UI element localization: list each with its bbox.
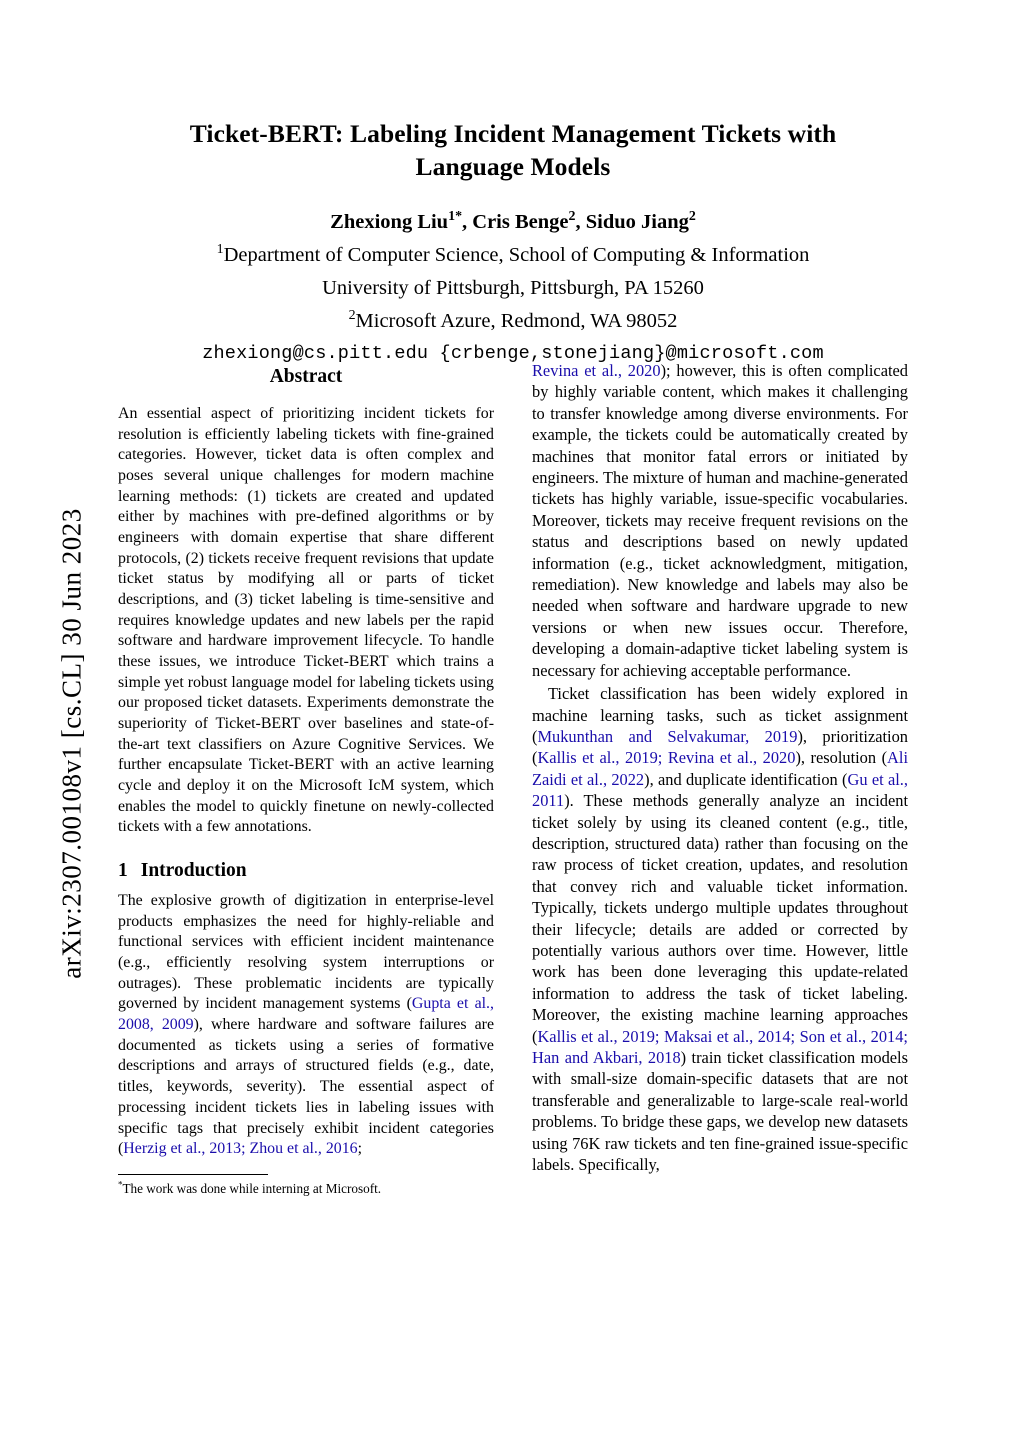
intro-text-a: The explosive growth of digitization in enterprise-level products emphasizes the need for highly-reliable and functional services with efficient incident maintenance (e.g., efficiently resolving system interruptions or outrages). These problematic incidents are typically governed by incident management systems ( bbox=[118, 892, 494, 1013]
citation-kallis-maksai-son-han[interactable]: Kallis et al., 2019; Maksai et al., 2014; Son et al., 2014; Han and Akbari, 2018 bbox=[532, 1026, 908, 1067]
citation-gu[interactable]: Gu et al., 2011 bbox=[532, 769, 908, 811]
citation-kallis-revina[interactable]: Kallis et al., 2019; Revina et al., 2020 bbox=[537, 748, 796, 768]
section-title: Introduction bbox=[140, 860, 247, 882]
abstract-heading: Abstract bbox=[269, 366, 343, 387]
right-text-a: ); however, this is often complicated by highly variable content, which makes it challenging to transfer knowledge among diverse environments. For example, the tickets could be automatically created by machines that monitor fatal errors or initiated by engineers. The mixture of human and machine-generated tickets has highly variable, issue-specific vocabularies. Moreover, tickets may receive frequent revisions on the status and descriptions based on newly updated information (e.g., ticket acknowledgment, mitigation, remediation). New knowledge and labels may also be needed when software and hardware upgrade to new versions or when new issues occur. Therefore, developing a domain-adaptive ticket labeling system is necessary for achieving acceptable performance. bbox=[532, 361, 908, 680]
affiliation-line-2: University of Pittsburgh, Pittsburgh, PA 15260 bbox=[322, 277, 704, 300]
citation-revina[interactable]: Revina et al., 2020 bbox=[532, 361, 661, 380]
introduction-paragraph-1 bbox=[118, 891, 494, 1160]
right-column bbox=[532, 360, 908, 1197]
arxiv-stamp: arXiv:2307.00108v1 [cs.CL] 30 Jun 2023 bbox=[56, 508, 87, 979]
paper-page bbox=[118, 0, 908, 1448]
right-paragraph-2 bbox=[532, 683, 908, 1175]
affiliation-line-1: $^1$Department of Computer Science, School of Computing & Information bbox=[216, 242, 810, 266]
right-paragraph-continued bbox=[532, 360, 908, 681]
citation-herzig-zhou[interactable]: Herzig et al., 2013; Zhou et al., 2016 bbox=[123, 1140, 358, 1158]
right-text-c: ), prioritization ( bbox=[532, 726, 908, 768]
section-heading-introduction bbox=[118, 860, 494, 882]
author-emails: zhexiong@cs.pitt.edu {crbenge,stonejiang}@microsoft.com bbox=[202, 343, 824, 365]
two-column-body bbox=[118, 360, 908, 1197]
right-text-d: ), resolution ( bbox=[795, 748, 888, 768]
citation-gupta[interactable]: Gupta et al., 2008, 2009 bbox=[118, 995, 494, 1034]
right-text-b: Ticket classification has been widely explored in machine learning tasks, such as ticket assignment ( bbox=[532, 684, 908, 746]
affiliation-line-3: $^2$Microsoft Azure, Redmond, WA 98052 bbox=[348, 308, 678, 333]
section-number: 1 bbox=[118, 860, 128, 882]
footnote-text: The work was done while interning at Microsoft. bbox=[122, 1180, 382, 1196]
right-text-g: ) train ticket classification models with small-size domain-specific datasets that are not transferable and generalizable to large-scale real-world problems. To bridge these gaps, we develop new datasets using 76K raw tickets and ten fine-grained issue-specific labels. Specifically, bbox=[532, 1048, 908, 1175]
footnote bbox=[118, 1180, 494, 1197]
footnote-divider bbox=[118, 1174, 268, 1175]
left-column bbox=[118, 360, 494, 1197]
page-title: Ticket-BERT: Labeling Incident Management Tickets with Language Models bbox=[189, 119, 837, 181]
intro-text-c: ; bbox=[357, 1140, 363, 1158]
citation-mukunthan[interactable]: Mukunthan and Selvakumar, 2019 bbox=[537, 726, 798, 746]
citation-alizaidi[interactable]: Ali Zaidi et al., 2022 bbox=[532, 748, 908, 789]
right-text-f: ). These methods generally analyze an incident ticket solely by using its cleaned content (e.g., title, description, structured data) rather than focusing on the raw process of ticket creation, updates, and resolution that convey rich and valuable ticket information. Typically, tickets undergo multiple updates throughout their lifecycle; details are added or corrected by potentially various authors over time. However, little work has been done leveraging this update-related information to address the task of ticket labeling. Moreover, the existing machine learning approaches ( bbox=[532, 791, 908, 1046]
intro-text-b: ), where hardware and software failures are documented as tickets using a series of formative descriptions and arrays of structured fields (e.g., date, titles, keywords, severity). The essential aspect of processing incident tickets lies in labeling issues with specific tags that precisely exhibit incident categories ( bbox=[118, 1016, 494, 1158]
right-text-e: ), and duplicate identification ( bbox=[644, 769, 848, 789]
footnote-marker: * bbox=[118, 1179, 123, 1190]
abstract-text: An essential aspect of prioritizing incident tickets for resolution is efficiently labeling tickets with fine-grained categories. However, ticket data is often complex and poses several unique challenges for modern machine learning methods: (1) tickets are created and updated either by machines with pre-defined algorithms or by engineers with domain expertise that share different protocols, (2) tickets receive frequent revisions that update ticket status by modifying all or parts of ticket descriptions, and (3) ticket labeling is time-sensitive and requires knowledge updates and new labels per the rapid software and hardware improvement lifecycle. To handle these issues, we introduce Ticket-BERT which trains a simple yet robust language model for labeling tickets using our proposed ticket datasets. Experiments demonstrate the superiority of Ticket-BERT over baselines and state-of-the-art text classifiers on Azure Cognitive Services. We further encapsulate Ticket-BERT with an active learning cycle and deploy it on the Microsoft IcM system, which enables the model to quickly finetune on newly-collected tickets with a few annotations. bbox=[118, 405, 494, 836]
author-list: Zhexiong Liu$^{1*}$, Cris Benge$^2$, Siduo Jiang$^2$ bbox=[330, 209, 696, 234]
